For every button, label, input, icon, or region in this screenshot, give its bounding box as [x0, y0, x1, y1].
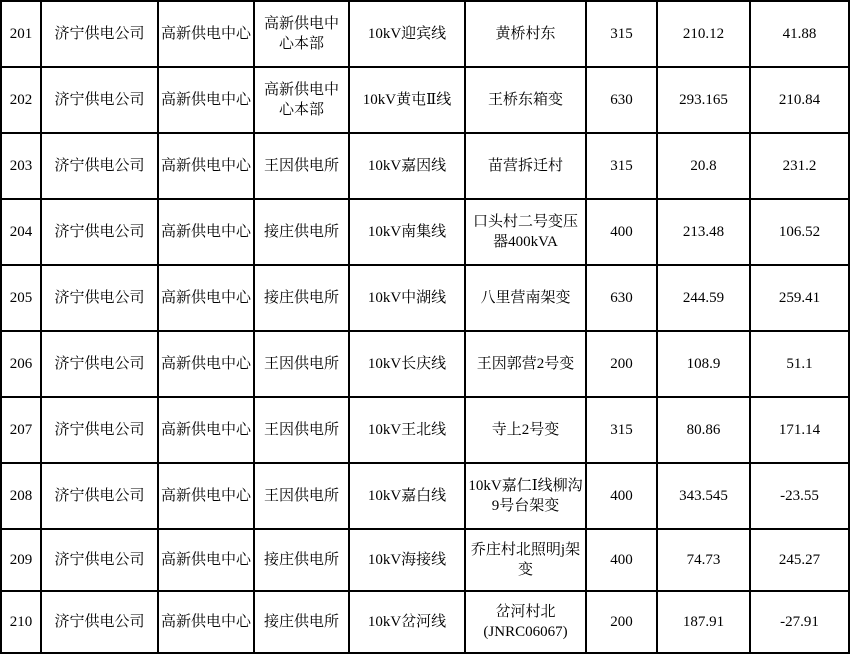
cell-row-no: 202: [1, 67, 41, 133]
cell-line: 10kV海接线: [349, 529, 465, 591]
cell-center: 高新供电中心: [158, 529, 254, 591]
cell-value1: 244.59: [657, 265, 750, 331]
cell-row-no: 203: [1, 133, 41, 199]
cell-value2: 259.41: [750, 265, 849, 331]
cell-capacity: 315: [586, 1, 657, 67]
cell-center: 高新供电中心: [158, 67, 254, 133]
cell-capacity: 200: [586, 331, 657, 397]
cell-row-no: 201: [1, 1, 41, 67]
cell-station: 接庄供电所: [254, 265, 349, 331]
table-row: [1, 529, 849, 591]
cell-company: 济宁供电公司: [41, 67, 158, 133]
cell-capacity: 400: [586, 463, 657, 529]
table-row: [1, 463, 849, 529]
cell-value1: 80.86: [657, 397, 750, 463]
cell-center: 高新供电中心: [158, 591, 254, 653]
cell-row-no: 206: [1, 331, 41, 397]
table-row: [1, 331, 849, 397]
cell-value1: 210.12: [657, 1, 750, 67]
cell-line: 10kV黄屯Ⅱ线: [349, 67, 465, 133]
table-row: [1, 199, 849, 265]
cell-value2: 245.27: [750, 529, 849, 591]
cell-center: 高新供电中心: [158, 331, 254, 397]
cell-center: 高新供电中心: [158, 199, 254, 265]
cell-line: 10kV岔河线: [349, 591, 465, 653]
cell-company: 济宁供电公司: [41, 1, 158, 67]
cell-company: 济宁供电公司: [41, 529, 158, 591]
cell-capacity: 630: [586, 265, 657, 331]
table-row: [1, 591, 849, 653]
cell-capacity: 400: [586, 529, 657, 591]
cell-center: 高新供电中心: [158, 463, 254, 529]
cell-value2: 41.88: [750, 1, 849, 67]
cell-location: 寺上2号变: [465, 397, 586, 463]
cell-station: 高新供电中心本部: [254, 67, 349, 133]
cell-row-no: 208: [1, 463, 41, 529]
cell-company: 济宁供电公司: [41, 397, 158, 463]
cell-line: 10kV王北线: [349, 397, 465, 463]
cell-station: 接庄供电所: [254, 529, 349, 591]
cell-station: 高新供电中心本部: [254, 1, 349, 67]
cell-station: 王因供电所: [254, 463, 349, 529]
cell-capacity: 630: [586, 67, 657, 133]
cell-company: 济宁供电公司: [41, 331, 158, 397]
cell-row-no: 204: [1, 199, 41, 265]
cell-location: 10kV嘉仁Ⅰ线柳沟9号台架变: [465, 463, 586, 529]
cell-station: 接庄供电所: [254, 199, 349, 265]
cell-value2: 231.2: [750, 133, 849, 199]
cell-location: 八里营南架变: [465, 265, 586, 331]
cell-location: 乔庄村北照明j架变: [465, 529, 586, 591]
cell-company: 济宁供电公司: [41, 199, 158, 265]
cell-center: 高新供电中心: [158, 133, 254, 199]
cell-center: 高新供电中心: [158, 397, 254, 463]
cell-capacity: 315: [586, 133, 657, 199]
cell-capacity: 200: [586, 591, 657, 653]
cell-company: 济宁供电公司: [41, 591, 158, 653]
cell-location: 苗营拆迁村: [465, 133, 586, 199]
cell-line: 10kV南集线: [349, 199, 465, 265]
cell-value1: 108.9: [657, 331, 750, 397]
table-row: [1, 1, 849, 67]
cell-value1: 343.545: [657, 463, 750, 529]
cell-capacity: 315: [586, 397, 657, 463]
cell-station: 王因供电所: [254, 133, 349, 199]
cell-row-no: 210: [1, 591, 41, 653]
cell-line: 10kV迎宾线: [349, 1, 465, 67]
cell-company: 济宁供电公司: [41, 463, 158, 529]
cell-line: 10kV中湖线: [349, 265, 465, 331]
cell-line: 10kV嘉因线: [349, 133, 465, 199]
cell-location: 黄桥村东: [465, 1, 586, 67]
cell-value1: 74.73: [657, 529, 750, 591]
cell-line: 10kV嘉白线: [349, 463, 465, 529]
cell-value2: 51.1: [750, 331, 849, 397]
cell-value1: 213.48: [657, 199, 750, 265]
cell-line: 10kV长庆线: [349, 331, 465, 397]
table-row: [1, 67, 849, 133]
cell-value2: 171.14: [750, 397, 849, 463]
cell-capacity: 400: [586, 199, 657, 265]
cell-row-no: 209: [1, 529, 41, 591]
table-row: [1, 397, 849, 463]
cell-location: 王因郭营2号变: [465, 331, 586, 397]
cell-company: 济宁供电公司: [41, 133, 158, 199]
cell-location: 口头村二号变压器400kVA: [465, 199, 586, 265]
cell-station: 王因供电所: [254, 397, 349, 463]
cell-station: 接庄供电所: [254, 591, 349, 653]
cell-station: 王因供电所: [254, 331, 349, 397]
cell-value2: -23.55: [750, 463, 849, 529]
table-row: [1, 133, 849, 199]
table-row: [1, 265, 849, 331]
cell-location: 岔河村北(JNRC06067): [465, 591, 586, 653]
cell-value2: 106.52: [750, 199, 849, 265]
cell-location: 王桥东箱变: [465, 67, 586, 133]
cell-row-no: 205: [1, 265, 41, 331]
cell-center: 高新供电中心: [158, 265, 254, 331]
cell-value1: 293.165: [657, 67, 750, 133]
cell-value1: 187.91: [657, 591, 750, 653]
cell-value1: 20.8: [657, 133, 750, 199]
cell-value2: -27.91: [750, 591, 849, 653]
cell-value2: 210.84: [750, 67, 849, 133]
table-body: [1, 1, 849, 653]
cell-company: 济宁供电公司: [41, 265, 158, 331]
cell-center: 高新供电中心: [158, 1, 254, 67]
cell-row-no: 207: [1, 397, 41, 463]
